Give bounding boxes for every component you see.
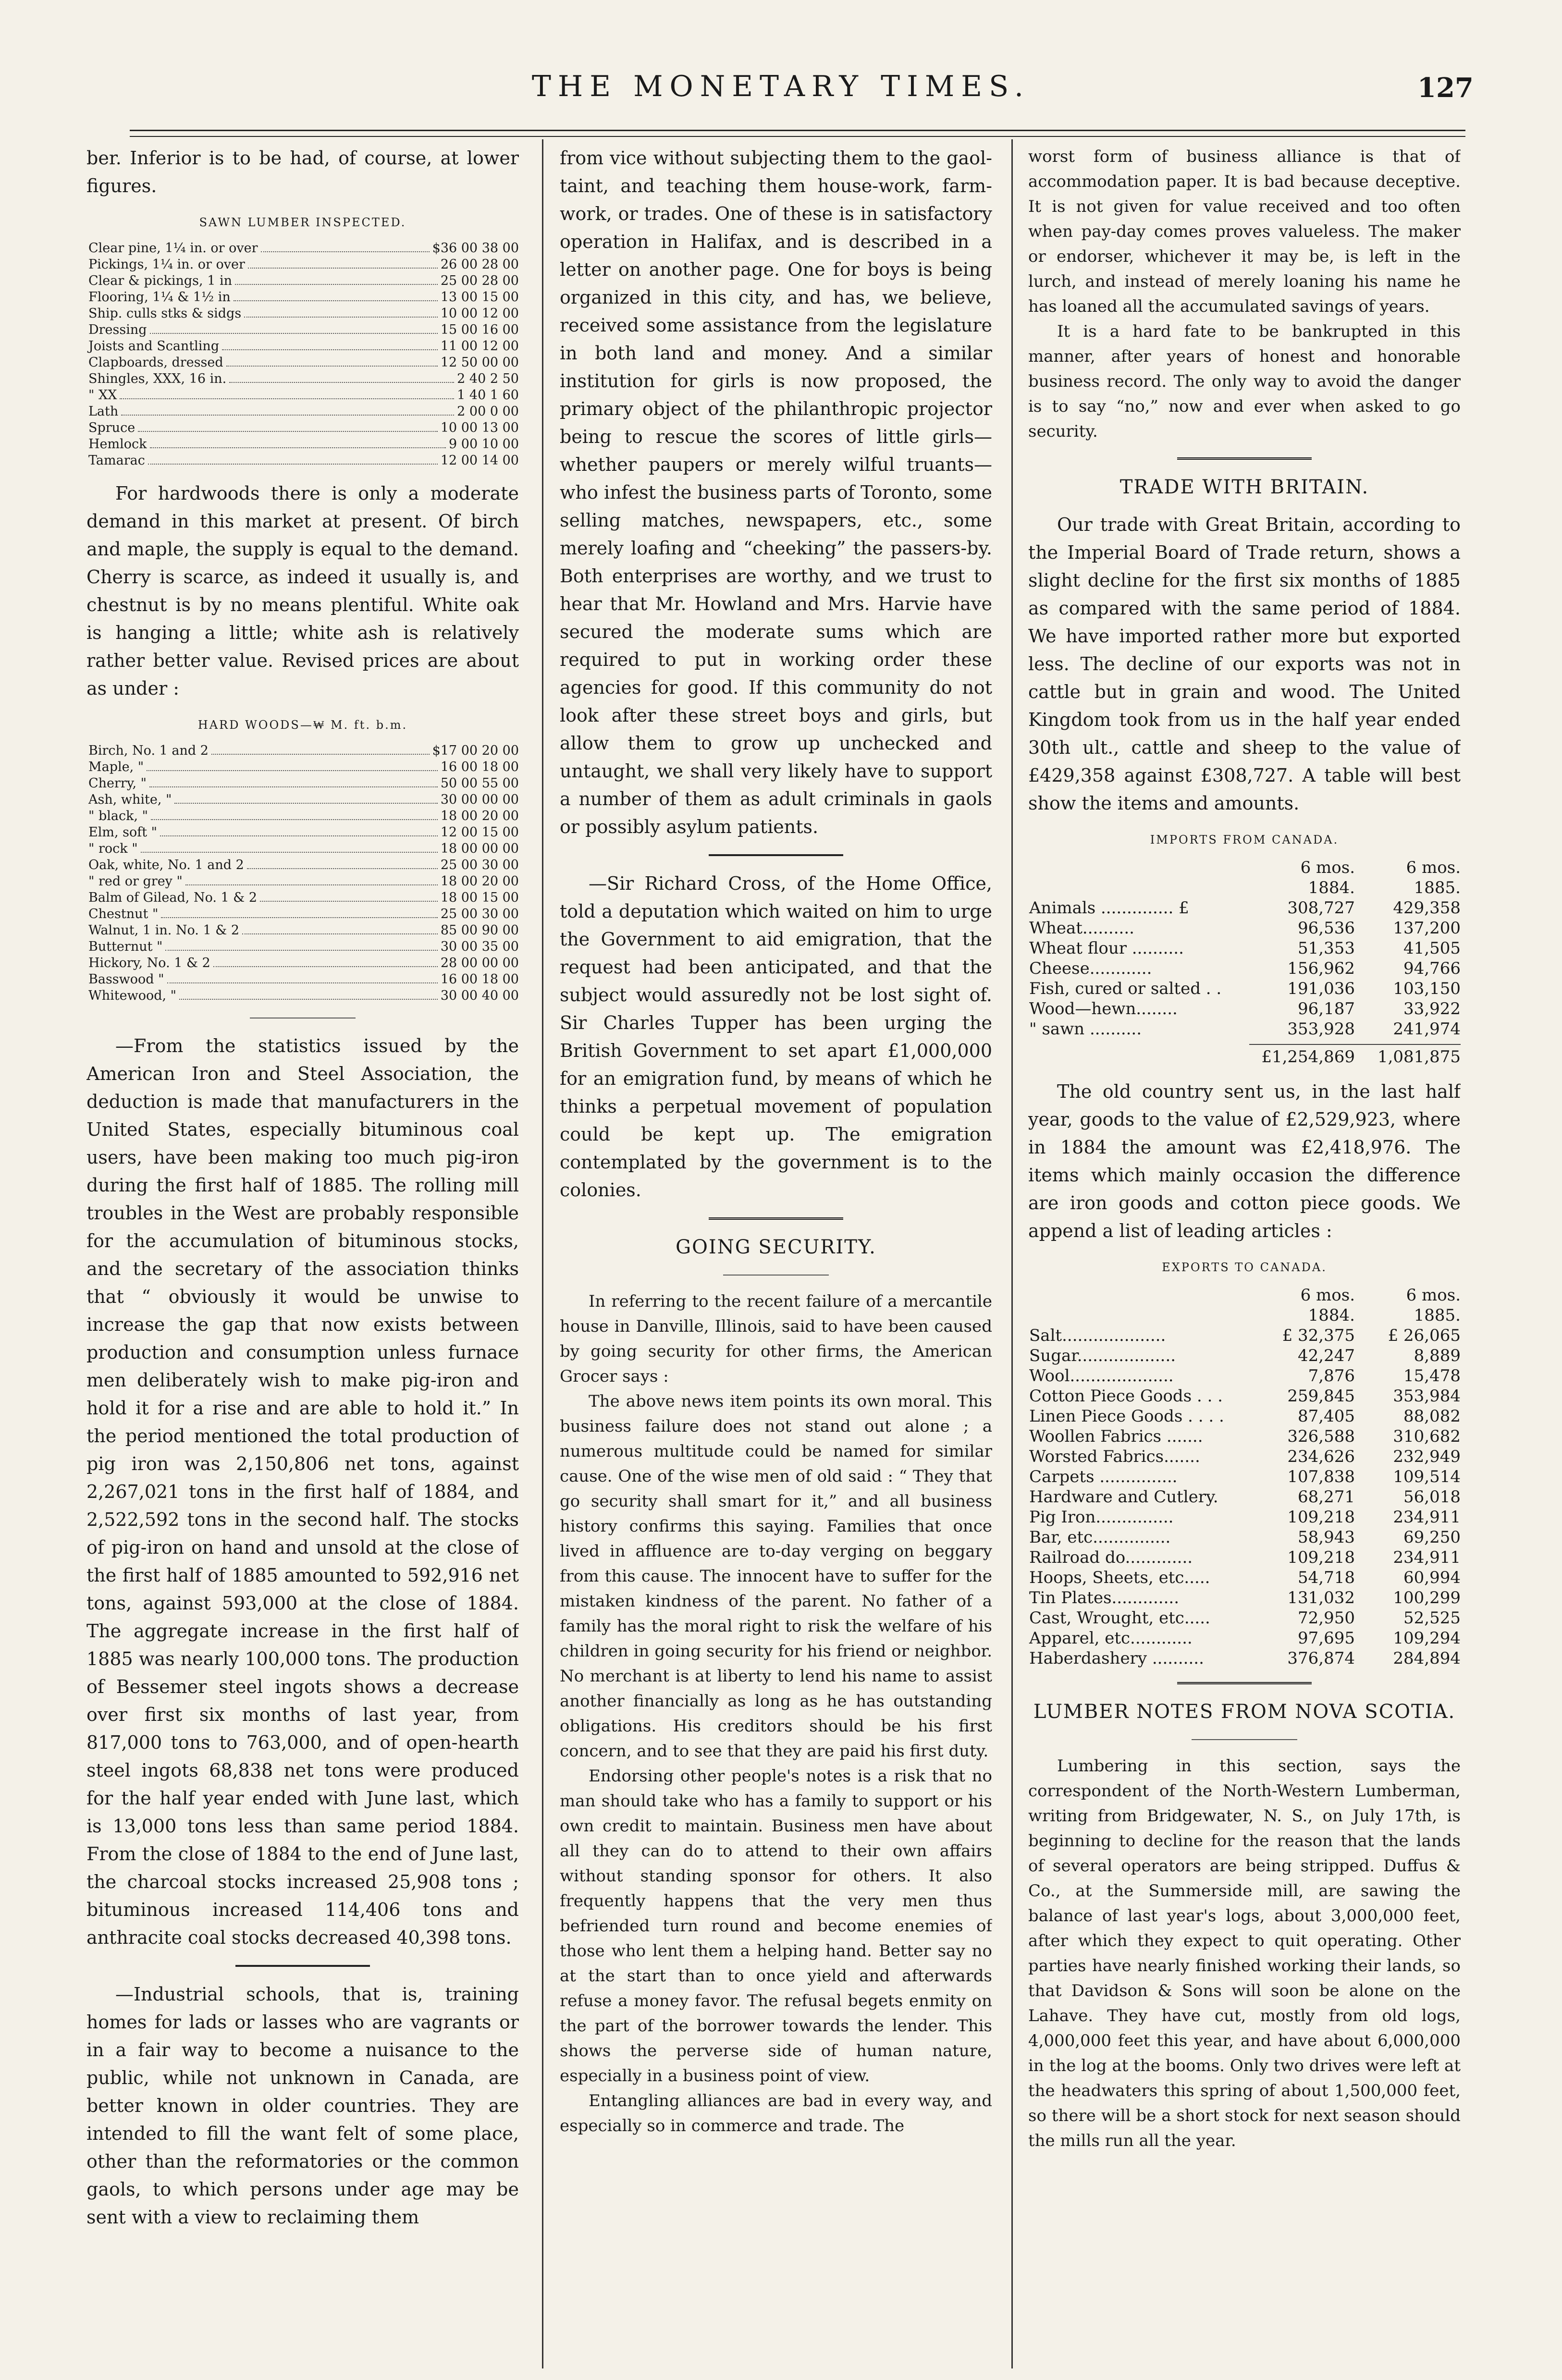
price-value: 25 00 30 00 — [440, 858, 519, 872]
industrial-schools-paragraph: —Industrial schools, that is, training homes for lads or lasses who are vagrants or in a fair way to become a nuisance to the public, while not unknown in Canada, are better known in older countries. They are intended to fill the want felt of some place, other than the reformatories or the common gaols, to which persons under age may be sent with a view to reclaiming them — [86, 1984, 519, 2228]
item-label: Hoops, Sheets, etc..... — [1029, 1568, 1210, 1587]
masthead-title: THE MONETARY TIMES. — [531, 70, 1031, 103]
item-label: Wood—hewn........ — [1029, 999, 1178, 1018]
going-security-quote-3: Entangling alliances are bad in every way, and especially so in commerce and trade. The — [560, 2091, 992, 2135]
leader-dots — [242, 933, 438, 934]
item-label: " sawn .......... — [1029, 1019, 1142, 1039]
item-label: Cotton Piece Goods . . . — [1029, 1386, 1223, 1406]
price-value: 26 00 28 00 — [440, 257, 519, 272]
section-rule — [709, 854, 843, 856]
item-label: Haberdashery .......... — [1029, 1649, 1204, 1668]
table-row — [1029, 1608, 1461, 1628]
item-label: Salt.................... — [1029, 1326, 1166, 1345]
price-row — [88, 387, 519, 404]
table-row — [1029, 1325, 1461, 1346]
value-1885: 33,922 — [1403, 999, 1461, 1018]
price-label: " XX — [88, 388, 117, 403]
price-value: 2 00 0 00 — [457, 404, 519, 419]
hardwood-paragraph: For hardwoods there is only a moderate demand in this market at present. Of birch and maple, the supply is equal to the demand. Cherry is scarce, as indeed it usually is, and chestnut is by no means plentiful. White oak is hanging a little; white ash is relatively rather better value. Revised prices are about as under : — [86, 483, 519, 699]
value-1884: 51,353 — [1298, 939, 1355, 958]
item-label: Hardware and Cutlery. — [1029, 1487, 1218, 1507]
column-divider — [542, 139, 543, 2368]
price-row — [88, 355, 519, 371]
value-1884: 58,943 — [1298, 1528, 1355, 1547]
table-row — [1029, 1527, 1461, 1547]
price-label: Clapboards, dressed — [88, 355, 223, 370]
price-label: Pickings, 1¼ in. or over — [88, 257, 245, 272]
item-label: Cast, Wrought, etc..... — [1029, 1608, 1210, 1628]
price-label: Flooring, 1¼ & 1½ in — [88, 290, 231, 305]
value-1885: 232,949 — [1393, 1447, 1461, 1466]
value-1885: 429,358 — [1393, 898, 1461, 918]
masthead-rule — [130, 130, 1465, 137]
price-value: 30 00 35 00 — [440, 939, 519, 954]
value-1884: 96,187 — [1298, 999, 1355, 1018]
value-1885: 94,766 — [1403, 959, 1461, 978]
item-label: Apparel, etc............ — [1029, 1629, 1193, 1648]
col-head-mos: 6 mos. — [1406, 1286, 1461, 1305]
value-1884: 376,874 — [1287, 1649, 1355, 1668]
table-row — [1029, 1366, 1461, 1386]
value-1884: £ 32,375 — [1282, 1326, 1355, 1345]
table-row — [1029, 898, 1461, 918]
value-1884: 156,962 — [1287, 959, 1355, 978]
value-1884: 191,036 — [1287, 979, 1355, 998]
hardwoods-title: HARD WOODS—₩ M. ft. b.m. — [197, 718, 408, 732]
leader-dots — [261, 251, 430, 252]
col-head-mos: 6 mos. — [1300, 858, 1355, 877]
value-1885: 52,525 — [1403, 1608, 1461, 1628]
value-1885: 103,150 — [1393, 979, 1461, 998]
price-value: 16 00 18 00 — [440, 972, 519, 987]
price-row — [88, 453, 519, 469]
imports-total-row — [1029, 1044, 1461, 1067]
column-right — [1028, 144, 1461, 2364]
table-row — [1029, 979, 1461, 999]
lumber-market-continuation: ber. Inferior is to be had, of course, at lower figures. — [86, 147, 519, 196]
price-row — [88, 371, 519, 387]
price-value: $17 00 20 00 — [432, 743, 519, 758]
table-row — [1029, 1588, 1461, 1608]
value-1885: 353,984 — [1393, 1386, 1461, 1406]
price-row — [88, 922, 519, 939]
price-label: Cherry, " — [88, 776, 147, 791]
going-security-intro: In referring to the recent failure of a mercantile house in Danville, Illinois, said to have been caused by going security for other firms, the American Grocer says : — [560, 1292, 992, 1386]
value-1885: 41,505 — [1403, 939, 1461, 958]
value-1884: 42,247 — [1298, 1346, 1355, 1365]
sawn-lumber-price-table — [88, 240, 519, 469]
table-row — [1029, 1568, 1461, 1588]
leader-dots — [167, 982, 438, 983]
value-1884: 96,536 — [1298, 919, 1355, 938]
price-value: 18 00 00 00 — [440, 841, 519, 856]
price-value: 25 00 28 00 — [440, 273, 519, 288]
price-row — [88, 436, 519, 453]
price-label: Elm, soft " — [88, 825, 158, 840]
page-number: 127 — [1417, 72, 1474, 104]
table-row — [1029, 1019, 1461, 1039]
imports-table — [1029, 858, 1461, 1067]
price-row — [88, 306, 519, 322]
leader-dots — [165, 950, 437, 951]
price-row — [88, 841, 519, 857]
leader-dots — [150, 333, 438, 334]
price-label: Chestnut " — [88, 907, 159, 921]
table-row — [1029, 1547, 1461, 1568]
item-label: Worsted Fabrics....... — [1029, 1447, 1200, 1466]
price-label: Clear pine, 1¼ in. or over — [88, 241, 258, 256]
price-value: 85 00 90 00 — [440, 923, 519, 938]
value-1885: 310,682 — [1393, 1427, 1461, 1446]
price-label: " rock " — [88, 841, 138, 856]
value-1884: 7,876 — [1308, 1366, 1355, 1386]
value-1885: 88,082 — [1403, 1407, 1461, 1426]
price-row — [88, 775, 519, 792]
value-1884: 97,695 — [1298, 1629, 1355, 1648]
value-1884: 54,718 — [1298, 1568, 1355, 1587]
leader-dots — [149, 786, 438, 787]
trade-paragraph-1: Our trade with Great Britain, according to the Imperial Board of Trade return, shows a slight decline for the first six months of 1885 as compared with the same period of 1884. We have imported rather more but exported less. The decline of our exports was not in cattle but in grain and wood. The United Kingdom took from us in the half year ended 30th ult., cattle and sheep to the value of £429,358 against £308,727. A table will best show the items and amounts. — [1028, 514, 1461, 814]
imports-total-1884: £1,254,869 — [1249, 1044, 1355, 1067]
price-value: 30 00 00 00 — [440, 792, 519, 807]
price-label: " black, " — [88, 809, 148, 823]
price-label: Hemlock — [88, 437, 147, 452]
value-1885: 284,894 — [1393, 1649, 1461, 1668]
price-row — [88, 289, 519, 306]
item-label: Carpets ............... — [1029, 1467, 1178, 1486]
value-1885: £ 26,065 — [1388, 1326, 1461, 1345]
leader-dots — [121, 415, 454, 416]
item-label: Cheese............ — [1029, 959, 1152, 978]
price-value: 30 00 40 00 — [440, 988, 519, 1003]
item-label: Railroad do............. — [1029, 1548, 1193, 1567]
price-row — [88, 792, 519, 808]
exports-table — [1029, 1285, 1461, 1668]
price-value: 1 40 1 60 — [457, 388, 519, 403]
price-row — [88, 857, 519, 873]
value-1885: 60,994 — [1403, 1568, 1461, 1587]
value-1884: 326,588 — [1287, 1427, 1355, 1446]
item-label: Sugar................... — [1029, 1346, 1176, 1365]
price-value: 28 00 00 00 — [440, 956, 519, 970]
price-row — [88, 404, 519, 420]
price-value: 11 00 12 00 — [440, 339, 519, 354]
column-middle — [560, 144, 992, 2364]
lumber-notes-paragraph: Lumbering in this section, says the correspondent of the North-Western Lumberman, writing from Bridgewater, N. S., on July 17th, is beginning to decline for the reason that the lands of several operators are being stripped. Duffus & Co., at the Summerside mill, are sawing the balance of last year's logs, about 3,000,000 feet, after which they expect to quit operating. Other parties have nearly finished working their lands, so that Davidson & Sons will soon be alone on the Lahave. They have cut, mostly from old logs, 4,000,000 feet this year, and have about 6,000,000 in the log at the booms. Only two drives were left at the headwaters this spring of about 1,500,000 feet, so there will be a short stock for next season should the mills run all the year. — [1028, 1756, 1461, 2150]
price-label: Joists and Scantling — [88, 339, 220, 354]
leader-dots — [160, 835, 438, 836]
price-row — [88, 808, 519, 824]
item-label: Wheat flour .......... — [1029, 939, 1184, 958]
leader-dots — [147, 770, 438, 771]
going-security-quote-1: The above news item points its own moral. This business failure does not stand out alone ; a numerous multitude could be named for similar cause. One of the wise men of old said : “ They that go security shall smart for it,” and all business history confirms this saying. Families that once lived in affluence are to-day verging on beggary from this cause. The innocent have to suffer for the mistaken kindness of the parent. No father of a family has the moral right to risk the welfare of his children in going security for his friend or neighbor. No merchant is at liberty to lend his name to assist another financially as long as he has outstanding obligations. His creditors should be his first concern, and to see that they are paid his first duty. — [560, 1392, 992, 1761]
leader-dots — [260, 901, 438, 902]
price-row — [88, 873, 519, 890]
price-value: 18 00 20 00 — [440, 809, 519, 823]
leader-dots — [150, 447, 446, 448]
price-label: " red or grey " — [88, 874, 183, 889]
price-label: Shingles, XXX, 16 in. — [88, 371, 227, 386]
price-row — [88, 338, 519, 355]
trade-with-britain-heading: TRADE WITH BRITAIN. — [1119, 476, 1369, 498]
price-value: $36 00 38 00 — [432, 241, 519, 256]
emigration-paragraph: —Sir Richard Cross, of the Home Office, told a deputation which waited on him to urge the Government to aid emigration, that the request had been anticipated, and that the subject would assuredly not be lost sight of. Sir Charles Tupper has been urging the British Government to set apart £1,000,000 for an emigration fund, by means of which he thinks a perpetual movement of population could be kept up. The emigration contemplated by the government is to the colonies. — [560, 873, 992, 1201]
table-row — [1029, 1386, 1461, 1406]
price-value: 50 00 55 00 — [440, 776, 519, 791]
price-label: Basswood " — [88, 972, 164, 987]
price-label: Lath — [88, 404, 119, 419]
item-label: Bar, etc............... — [1029, 1528, 1171, 1547]
price-row — [88, 824, 519, 841]
lumber-notes-heading: LUMBER NOTES FROM NOVA SCOTIA. — [1033, 1701, 1456, 1723]
price-value: 10 00 12 00 — [440, 306, 519, 321]
table-row — [1029, 1648, 1461, 1668]
col-head-mos: 6 mos. — [1300, 1286, 1355, 1305]
value-1885: 100,299 — [1393, 1588, 1461, 1607]
price-row — [88, 906, 519, 922]
hardwood-price-table — [88, 743, 519, 1004]
price-value: 12 00 15 00 — [440, 825, 519, 840]
heading-rule — [1192, 1739, 1297, 1740]
price-label: Balm of Gilead, No. 1 & 2 — [88, 890, 258, 905]
value-1885: 137,200 — [1393, 919, 1461, 938]
going-security-continuation: worst form of business alliance is that of accommodation paper. It is bad because deceptive. It is not given for value received and too often when pay-day comes proves valueless. The maker or endorser, whichever it may be, is left in the lurch, and instead of merely loaning his name he has loaned all the accumulated savings of years. — [1028, 147, 1461, 316]
table-row — [1029, 958, 1461, 979]
value-1884: 308,727 — [1287, 898, 1355, 918]
item-label: Tin Plates............. — [1029, 1588, 1180, 1607]
table-row — [1029, 1628, 1461, 1648]
value-1885: 56,018 — [1403, 1487, 1461, 1507]
price-value: 12 50 00 00 — [440, 355, 519, 370]
exports-table-title: EXPORTS TO CANADA. — [1162, 1261, 1327, 1274]
price-label: Butternut " — [88, 939, 163, 954]
price-label: Whitewood, " — [88, 988, 177, 1003]
value-1884: 234,626 — [1287, 1447, 1355, 1466]
price-row — [88, 743, 519, 759]
price-label: Hickory, No. 1 & 2 — [88, 956, 210, 970]
value-1885: 234,911 — [1393, 1548, 1461, 1567]
price-row — [88, 971, 519, 988]
price-row — [88, 939, 519, 955]
value-1885: 8,889 — [1414, 1346, 1461, 1365]
price-row — [88, 322, 519, 338]
value-1884: 68,271 — [1298, 1487, 1355, 1507]
price-value: 25 00 30 00 — [440, 907, 519, 921]
table-row — [1029, 918, 1461, 938]
leader-dots — [226, 366, 438, 367]
table-row — [1029, 999, 1461, 1019]
price-label: Birch, No. 1 and 2 — [88, 743, 209, 758]
column-divider — [1011, 139, 1013, 2368]
value-1884: 72,950 — [1298, 1608, 1355, 1628]
leader-dots — [211, 754, 430, 755]
going-security-heading: GOING SECURITY. — [676, 1236, 876, 1258]
item-label: Fish, cured or salted . . — [1029, 979, 1222, 998]
value-1884: 109,218 — [1287, 1508, 1355, 1527]
price-value: 2 40 2 50 — [457, 371, 519, 386]
price-row — [88, 257, 519, 273]
value-1885: 234,911 — [1393, 1508, 1461, 1527]
section-rule — [1177, 457, 1312, 460]
item-label: Pig Iron............... — [1029, 1508, 1174, 1527]
price-value: 18 00 20 00 — [440, 874, 519, 889]
table-row — [1029, 1426, 1461, 1447]
price-value: 18 00 15 00 — [440, 890, 519, 905]
item-label: Linen Piece Goods . . . . — [1029, 1407, 1224, 1426]
leader-dots — [222, 349, 438, 350]
leader-dots — [179, 999, 438, 1000]
leader-dots — [248, 268, 438, 269]
item-label: Woollen Fabrics ....... — [1029, 1427, 1203, 1446]
item-label: Wool.................... — [1029, 1366, 1174, 1386]
price-row — [88, 955, 519, 971]
imports-total-1885: 1,081,875 — [1355, 1044, 1461, 1067]
industrial-schools-continuation: from vice without subjecting them to the gaol-taint, and teaching them house-work, farm-work, or trades. One of these is in satisfactory operation in Halifax, and is described in a letter on another page. One for boys is being organized in this city, and has, we believe, received some assistance from the legislature in both land and money. And a similar institution for girls is now proposed, the primary object of the philanthropic projector being to rescue the scores of little girls—whether paupers or merely wilful truants—who infest the business parts of Toronto, some selling matches, newspapers, etc., some merely loafing and “cheeking” the passers-by. Both enterprises are worthy, and we trust to hear that Mr. Howland and Mrs. Harvie have secured the moderate sums which are required to put in working order these agencies for good. If this community do not look after these street boys and girls, but allow them to grow up unchecked and untaught, we shall very likely have to support a number of them as adult criminals in gaols or possibly asylum patients. — [560, 147, 992, 837]
value-1884: 87,405 — [1298, 1407, 1355, 1426]
item-label: Wheat.......... — [1029, 919, 1134, 938]
value-1884: 353,928 — [1287, 1019, 1355, 1039]
going-security-quote-2: Endorsing other people's notes is a risk that no man should take who has a family to support or his own credit to maintain. Business men have about all they can do to attend to their own affairs without standing sponsor for others. It also frequently happens that the very men thus befriended turn round and become enemies of those who lent them a helping hand. Better say no at the start than to once yield and afterwards refuse a money favor. The refusal begets enmity on the part of the borrower towards the lender. This shows the perverse side of human nature, especially in a business point of view. — [560, 1767, 992, 2086]
col-head-1885: 1885. — [1414, 878, 1461, 897]
price-row — [88, 240, 519, 257]
heading-rule — [723, 1275, 829, 1276]
table-row — [1029, 938, 1461, 958]
leader-dots — [151, 819, 438, 820]
col-head-1884: 1884. — [1308, 1306, 1355, 1325]
leader-dots — [148, 464, 438, 465]
price-label: Walnut, 1 in. No. 1 & 2 — [88, 923, 240, 938]
sawn-lumber-title: SAWN LUMBER INSPECTED. — [199, 216, 406, 229]
price-value: 9 00 10 00 — [449, 437, 519, 452]
table-row — [1029, 1467, 1461, 1487]
price-row — [88, 988, 519, 1004]
section-rule — [709, 1217, 843, 1220]
going-security-conclusion: It is a hard fate to be bankrupted in this manner, after years of honest and honorable business record. The only way to avoid the danger is to say “no,” now and ever when asked to go security. — [1028, 322, 1461, 441]
value-1884: 107,838 — [1287, 1467, 1355, 1486]
price-label: Oak, white, No. 1 and 2 — [88, 858, 244, 872]
value-1885: 241,974 — [1393, 1019, 1461, 1039]
leader-dots — [244, 317, 438, 318]
price-row — [88, 273, 519, 289]
price-value: 15 00 16 00 — [440, 322, 519, 337]
leader-dots — [161, 917, 437, 918]
leader-dots — [234, 300, 438, 301]
leader-dots — [235, 284, 438, 285]
imports-table-title: IMPORTS FROM CANADA. — [1150, 833, 1339, 846]
leader-dots — [213, 966, 438, 967]
price-row — [88, 890, 519, 906]
leader-dots — [229, 382, 454, 383]
price-row — [88, 759, 519, 775]
table-row — [1029, 1447, 1461, 1467]
value-1885: 15,478 — [1403, 1366, 1461, 1386]
section-rule — [1177, 1682, 1312, 1684]
value-1884: 131,032 — [1287, 1588, 1355, 1607]
table-row — [1029, 1406, 1461, 1426]
leader-dots — [174, 803, 437, 804]
iron-statistics-paragraph: —From the statistics issued by the American Iron and Steel Association, the deduction is made that manufacturers in the United States, especially bituminous coal users, have been making too much pig-iron during the first half of 1885. The rolling mill troubles in the West are probably responsible for the accumulation of bituminous stocks, and the secretary of the association thinks that “ obviously it would be unwise to increase the gap that now exists between production and consumption unless furnace men deliberately wish to make pig-iron and hold it for a rise and are able to hold it.” In the period mentioned the total production of pig iron was 2,150,806 net tons, against 2,267,021 tons in the first half of 1884, and 2,522,592 tons in the second half. The stocks of pig-iron on hand and unsold at the close of the first half of 1885 amounted to 592,916 net tons, against 593,000 at the close of 1884. The aggregate increase in the first half of 1885 was nearly 100,000 tons. The production of Bessemer steel ingots shows a decrease over first six months of last year, from 817,000 tons to 763,000, and of open-hearth steel ingots 68,838 net tons were produced for the half year ended with June last, which is 13,000 tons less than same period 1884. From the close of 1884 to the end of June last, the charcoal stocks increased 25,908 tons ; bituminous increased 114,406 tons and anthracite coal stocks decreased 40,398 tons. — [86, 1035, 519, 1948]
section-rule — [235, 1965, 370, 1967]
price-label: Ash, white, " — [88, 792, 172, 807]
leader-dots — [138, 431, 438, 432]
table-row — [1029, 1346, 1461, 1366]
value-1885: 109,514 — [1393, 1467, 1461, 1486]
price-label: Tamarac — [88, 453, 145, 468]
value-1884: 259,845 — [1287, 1386, 1355, 1406]
value-1885: 109,294 — [1393, 1629, 1461, 1648]
col-head-1885: 1885. — [1414, 1306, 1461, 1325]
table-row — [1029, 1487, 1461, 1507]
leader-dots — [247, 868, 438, 869]
leader-dots — [120, 398, 454, 399]
price-value: 12 00 14 00 — [440, 453, 519, 468]
table-row — [1029, 1507, 1461, 1527]
value-1884: 109,218 — [1287, 1548, 1355, 1567]
price-label: Maple, " — [88, 760, 144, 774]
item-label: Animals .............. £ — [1029, 898, 1189, 918]
trade-paragraph-2: The old country sent us, in the last half year, goods to the value of £2,529,923, where in 1884 the amount was £2,418,976. The items which mainly occasion the difference are iron goods and cotton piece goods. We append a list of leading articles : — [1028, 1081, 1461, 1241]
value-1885: 69,250 — [1403, 1528, 1461, 1547]
price-value: 10 00 13 00 — [440, 420, 519, 435]
price-label: Clear & pickings, 1 in — [88, 273, 232, 288]
price-row — [88, 420, 519, 436]
leader-dots — [185, 884, 438, 885]
column-left — [86, 144, 519, 2364]
col-head-1884: 1884. — [1308, 878, 1355, 897]
price-label: Dressing — [88, 322, 147, 337]
price-value: 13 00 15 00 — [440, 290, 519, 305]
price-label: Spruce — [88, 420, 135, 435]
price-value: 16 00 18 00 — [440, 760, 519, 774]
price-label: Ship. culls stks & sidgs — [88, 306, 242, 321]
col-head-mos: 6 mos. — [1406, 858, 1461, 877]
leader-dots — [141, 852, 438, 853]
